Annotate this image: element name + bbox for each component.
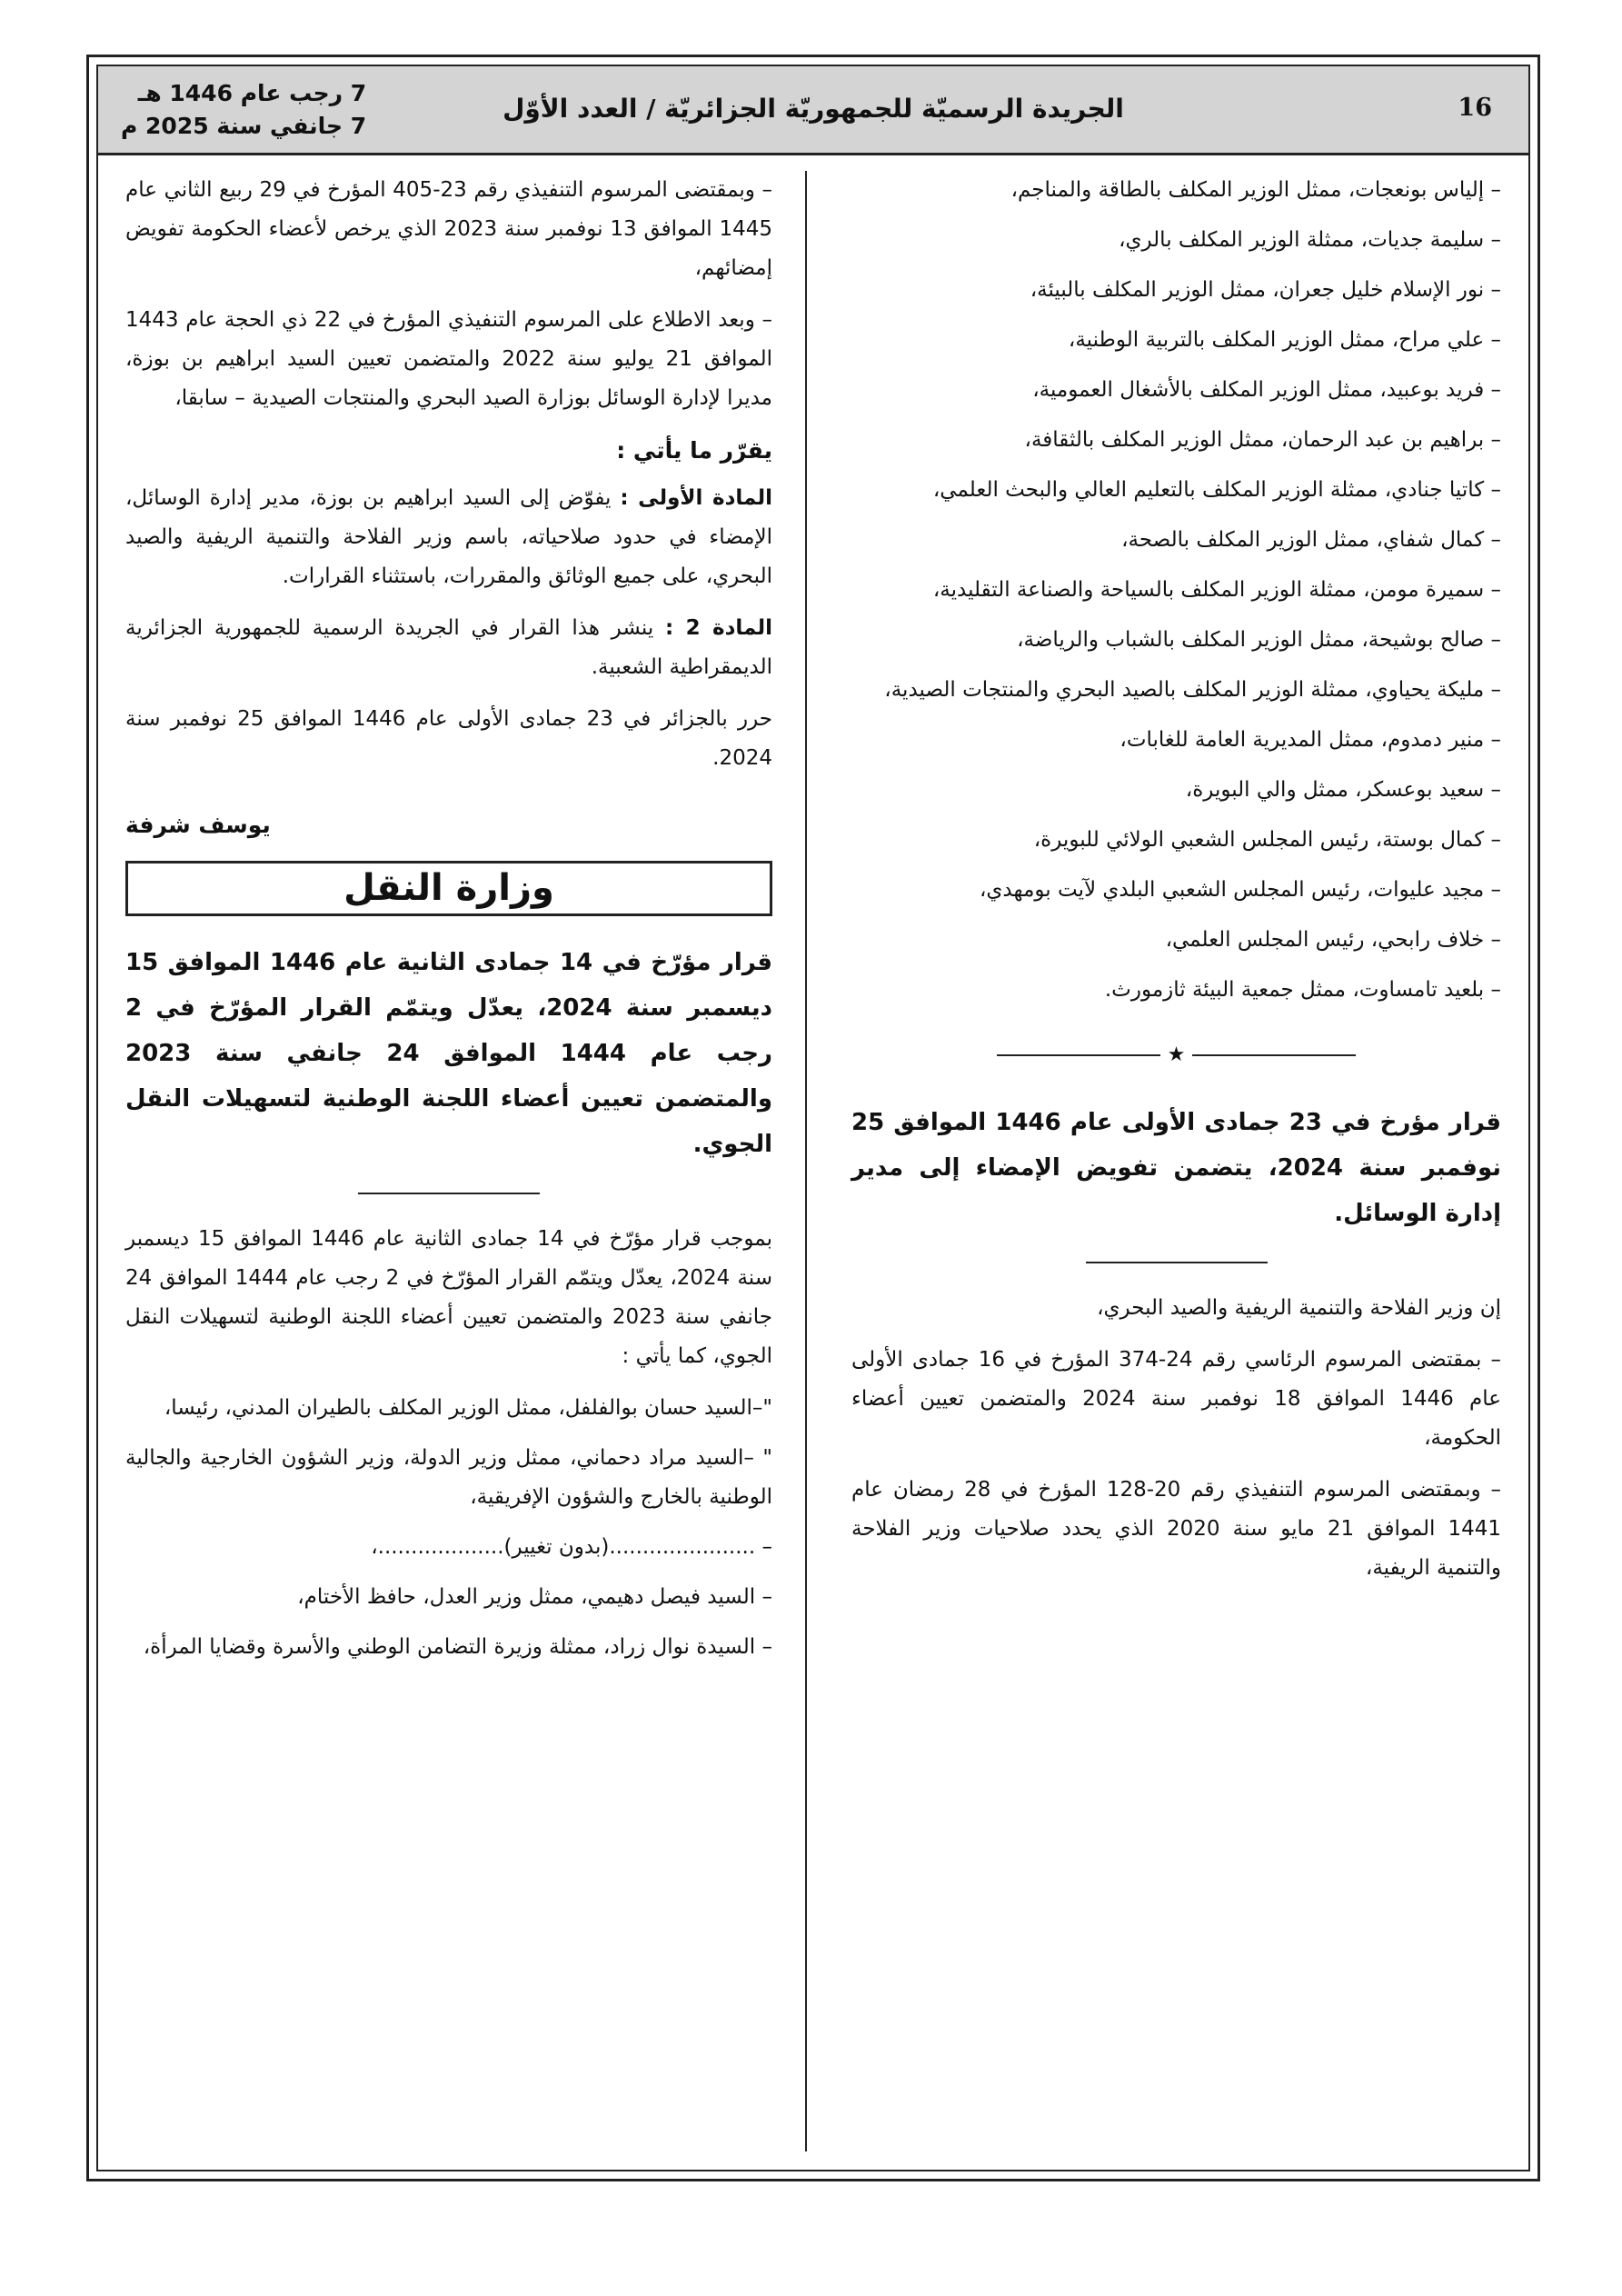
article-2 — [125, 609, 772, 687]
decision-2-item: "–السيد حسان بوالفلفل، ممثل الوزير المكلف بالطيران المدني، رئيسا، — [164, 1396, 772, 1420]
decision-intro: إن وزير الفلاحة والتنمية الريفية والصيد البحري، — [1097, 1296, 1501, 1320]
decision-title: قرار مؤرخ في 23 جمادى الأولى عام 1446 الموافق 25 نوفمبر سنة 2024، يتضمن تفويض الإمضاء إلى مدير إدارة الوسائل. — [851, 1109, 1502, 1227]
member-item: – كمال شفاي، ممثل الوزير المكلف بالصحة، — [1121, 528, 1501, 552]
journal-title: الجريدة الرسميّة للجمهوريّة الجزائريّة / العدد الأوّل — [503, 94, 1124, 124]
article-1-text: يفوّض إلى السيد ابراهيم بن بوزة، مدير إدارة الوسائل، الإمضاء في حدود صلاحياته، باسم وزير الفلاحة والتنمية الريفية والصيد البحري، على جميع الوثائق والمقررات، باستثناء القرارات. — [125, 486, 772, 588]
page-number: 16 — [1458, 94, 1492, 122]
decision-2-title: قرار مؤرّخ في 14 جمادى الثانية عام 1446 الموافق 15 ديسمبر سنة 2024، يعدّل ويتمّم القرار المؤرّخ في 2 رجب عام 1444 الموافق 24 جانفي سنة 2023 والمتضمن تعيين أعضاء اللجنة الوطنية لتسهيلات النقل الجوي. — [125, 949, 772, 1158]
member-item: – مجيد عليوات، رئيس المجلس الشعبي البلدي لآيت بومهدي، — [979, 878, 1501, 902]
decision-2-item: " –السيد مراد دحماني، ممثل وزير الدولة، وزير الشؤون الخارجية والجالية الوطنية بالخارج والشؤون الإفريقية، — [125, 1446, 772, 1509]
member-item: – منير دمدوم، ممثل المديرية العامة للغابات، — [1119, 728, 1501, 752]
member-item: – فريد بوعبيد، ممثل الوزير المكلف بالأشغال العمومية، — [1032, 378, 1501, 402]
right-column — [851, 171, 1501, 2151]
signed-at: حرر بالجزائر في 23 جمادى الأولى عام 1446 الموافق 25 نوفمبر سنة 2024. — [125, 707, 773, 770]
members-list — [851, 171, 1501, 1010]
consideration-paragraph: – وبعد الاطلاع على المرسوم التنفيذي المؤرخ في 22 ذي الحجة عام 1443 الموافق 21 يوليو سنة 2022 والمتضمن تعيين السيد ابراهيم بن بوزة، مديرا لإدارة الوسائل بوزارة الصيد البحري والمنتجات الصيدية – سابقا، — [125, 308, 772, 410]
issue-date-hijri: 7 رجب عام 1446 هـ — [137, 80, 367, 106]
issue-date — [121, 77, 366, 143]
short-rule — [1086, 1262, 1268, 1263]
decision-2-item: – السيد فيصل دهيمي، ممثل وزير العدل، حافظ الأختام، — [297, 1585, 772, 1609]
member-item: – علي مراح، ممثل الوزير المكلف بالتربية الوطنية، — [1068, 328, 1501, 352]
page-frame — [86, 55, 1540, 2181]
left-column — [125, 171, 772, 2151]
article-2-text: ينشر هذا القرار في الجريدة الرسمية للجمهورية الجزائرية الديمقراطية الشعبية. — [125, 616, 772, 679]
page-header — [98, 66, 1528, 155]
member-item: – سعيد بوعسكر، ممثل والي البويرة، — [1185, 778, 1501, 802]
column-divider — [805, 171, 807, 2151]
decision-2-item: – السيدة نوال زراد، ممثلة وزيرة التضامن الوطني والأسرة وقضايا المرأة، — [143, 1635, 772, 1659]
page-frame-inner — [96, 65, 1530, 2171]
member-item: – سميرة مومن، ممثلة الوزير المكلف بالسياحة والصناعة التقليدية، — [932, 578, 1501, 602]
decision-2-item: – ......................(بدون تغيير)...................، — [371, 1535, 772, 1559]
article-1-label: المادة الأولى : — [620, 486, 772, 510]
member-item: – كمال بوستة، رئيس المجلس الشعبي الولائي للبويرة، — [1033, 828, 1501, 852]
member-item: – براهيم بن عبد الرحمان، ممثل الوزير المكلف بالثقافة، — [1024, 428, 1501, 452]
short-rule — [358, 1193, 540, 1194]
consideration-paragraph: – وبمقتضى المرسوم التنفيذي رقم 23-405 المؤرخ في 29 ربيع الثاني عام 1445 الموافق 13 نوفمبر سنة 2023 الذي يرخص لأعضاء الحكومة تفويض إمضائهم، — [125, 178, 772, 280]
star-separator — [851, 1035, 1501, 1074]
separator-line — [997, 1054, 1160, 1056]
member-item: – كاتيا جنادي، ممثلة الوزير المكلف بالتعليم العالي والبحث العلمي، — [932, 478, 1501, 502]
ministry-heading: وزارة النقل — [125, 861, 772, 916]
member-item: – مليكة يحياوي، ممثلة الوزير المكلف بالصيد البحري والمنتجات الصيدية، — [884, 678, 1501, 702]
decides-heading: يقرّر ما يأتي : — [616, 437, 772, 464]
star-icon: ★ — [1167, 1043, 1186, 1066]
member-item: – إلياس بونعجات، ممثل الوزير المكلف بالطاقة والمناجم، — [1010, 178, 1501, 202]
consideration-paragraph: – وبمقتضى المرسوم التنفيذي رقم 20-128 المؤرخ في 28 رمضان عام 1441 الموافق 21 مايو سنة 2020 الذي يحدد صلاحيات وزير الفلاحة والتنمية الريفية، — [851, 1478, 1502, 1580]
article-2-label: المادة 2 : — [664, 616, 772, 640]
signature-name: يوسف شرفة — [125, 812, 271, 838]
decision-2-body: بموجب قرار مؤرّخ في 14 جمادى الثانية عام 1446 الموافق 15 ديسمبر سنة 2024، يعدّل ويتمّم القرار المؤرّخ في 2 رجب عام 1444 الموافق 24 جانفي سنة 2023 والمتضمن تعيين أعضاء اللجنة الوطنية لتسهيلات النقل الجوي، كما يأتي : — [125, 1227, 772, 1368]
consideration-paragraph: – بمقتضى المرسوم الرئاسي رقم 24-374 المؤرخ في 16 جمادى الأولى عام 1446 الموافق 18 نوفمبر سنة 2024 والمتضمن تعيين أعضاء الحكومة، — [851, 1348, 1501, 1450]
separator-line — [1192, 1054, 1356, 1056]
member-item: – خلاف رابحي، رئيس المجلس العلمي، — [1165, 928, 1501, 952]
article-1 — [125, 479, 772, 596]
member-item: – سليمة جديات، ممثلة الوزير المكلف بالري، — [1119, 228, 1501, 252]
member-item: – نور الإسلام خليل جعران، ممثل الوزير المكلف بالبيئة، — [1030, 278, 1501, 302]
member-item: – صالح بوشيحة، ممثل الوزير المكلف بالشباب والرياضة، — [1017, 628, 1501, 652]
issue-date-gregorian: 7 جانفي سنة 2025 م — [121, 113, 367, 139]
member-item: – بلعيد تامساوت، ممثل جمعية البيئة ثازمورث. — [1104, 978, 1501, 1002]
